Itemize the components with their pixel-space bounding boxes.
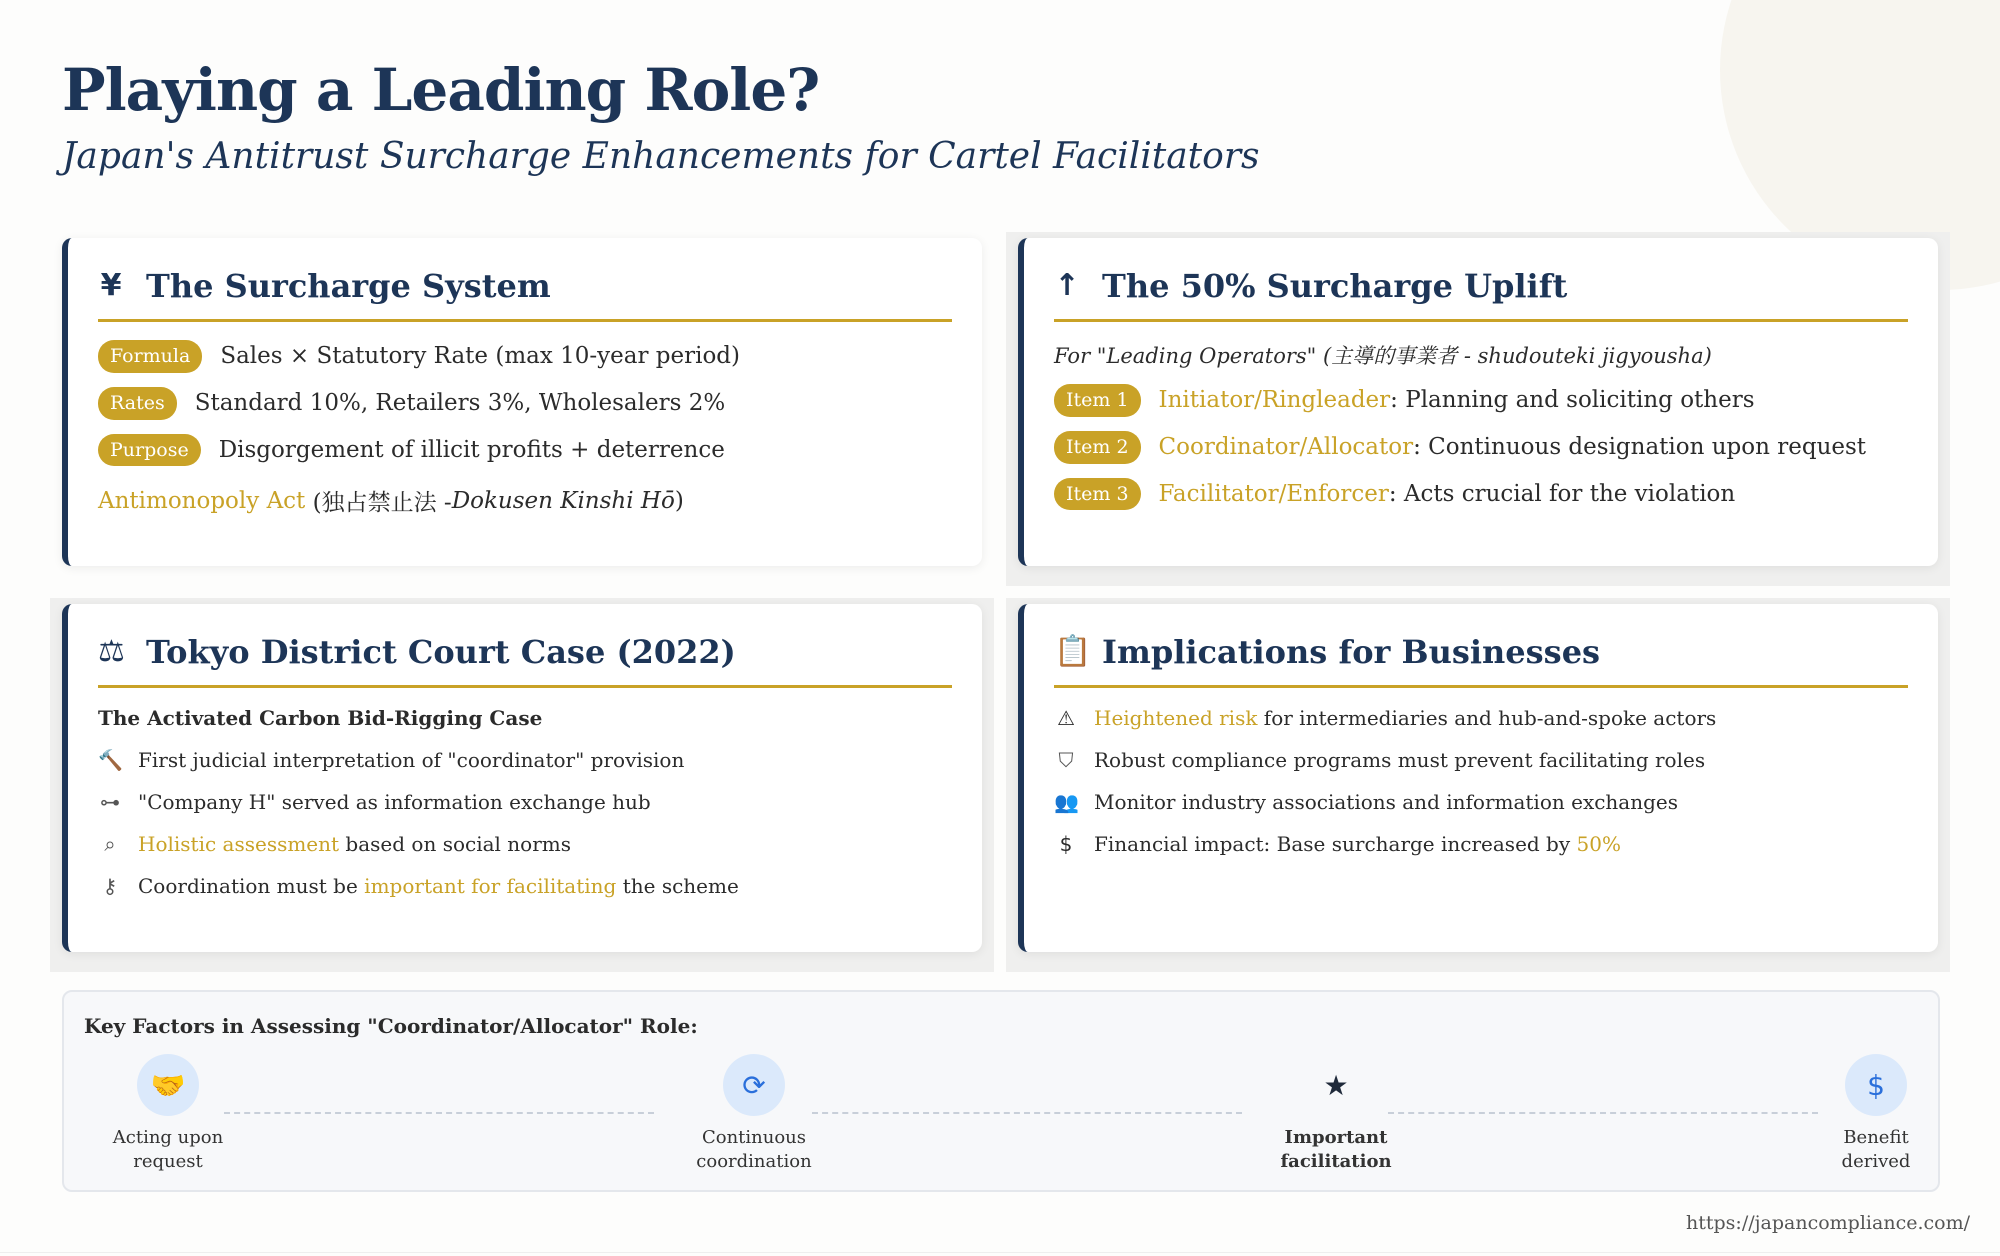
scale-icon: ⚖ <box>98 634 125 669</box>
key-factors-panel <box>62 990 1940 1192</box>
card-title: Implications for Businesses <box>1102 632 1601 671</box>
formula-row <box>98 340 952 373</box>
page-subtitle: Japan's Antitrust Surcharge Enhancements for Cartel Facilitators <box>62 136 1260 177</box>
list-item-text: based on social norms <box>339 832 571 856</box>
item-tag: Item 2 <box>1054 431 1141 464</box>
card-header <box>98 266 952 322</box>
card-title: The 50% Surcharge Uplift <box>1102 266 1568 305</box>
purpose-tag: Purpose <box>98 434 201 467</box>
item-text: : Planning and soliciting others <box>1390 387 1755 414</box>
list-item-text: for intermediaries and hub-and-spoke actors <box>1257 706 1717 730</box>
arrow-up-icon: ↑ <box>1054 268 1080 303</box>
search-icon: ⌕ <box>104 832 116 856</box>
divider <box>0 1252 2000 1253</box>
formula-text: Sales × Statutory Rate (max 10-year period) <box>220 343 741 370</box>
formula-tag: Formula <box>98 340 202 373</box>
uplift-item <box>1054 478 1908 511</box>
item-role: Initiator/Ringleader <box>1158 387 1391 414</box>
list-item <box>1054 748 1908 772</box>
highlight-text: Heightened risk <box>1094 706 1258 730</box>
uplift-item <box>1054 431 1908 464</box>
item-tag: Item 3 <box>1054 478 1141 511</box>
step-label: Acting upon request <box>112 1127 224 1173</box>
highlight-text: 50% <box>1576 832 1621 856</box>
gavel-icon: 🔨 <box>98 748 123 772</box>
step-label: Important facilitation <box>1280 1127 1392 1173</box>
rates-text: Standard 10%, Retailers 3%, Wholesalers 2% <box>194 390 726 417</box>
list-item-text: First judicial interpretation of "coordinator" provision <box>138 748 685 772</box>
item-role: Facilitator/Enforcer <box>1158 480 1389 507</box>
list-item <box>1054 790 1908 814</box>
yen-icon: ¥ <box>100 268 122 303</box>
act-open: (独占禁止法 - <box>312 490 452 517</box>
list-item <box>98 832 952 856</box>
court-case-card <box>62 604 982 952</box>
list-item-text: the scheme <box>616 874 739 898</box>
warning-icon: ⚠ <box>1057 706 1075 730</box>
dollar-icon: $ <box>1059 832 1073 856</box>
list-item <box>98 874 952 898</box>
act-close: ) <box>674 487 684 514</box>
uplift-item <box>1054 384 1908 417</box>
footer-url-link[interactable]: https://japancompliance.com/ <box>1686 1212 1970 1234</box>
surcharge-uplift-card <box>1018 238 1938 566</box>
item-text: : Acts crucial for the violation <box>1388 480 1736 507</box>
list-item-text: "Company H" served as information exchange hub <box>138 790 651 814</box>
connector-line <box>1388 1112 1818 1114</box>
list-item <box>1054 832 1908 856</box>
item-role: Coordinator/Allocator <box>1158 434 1414 461</box>
purpose-text: Disgorgement of illicit profits + deterrence <box>218 436 725 463</box>
step-label: Continuous coordination <box>696 1127 812 1173</box>
key-factors-title: Key Factors in Assessing "Coordinator/Allocator" Role: <box>84 1014 698 1038</box>
list-item <box>1054 706 1908 730</box>
surcharge-system-card <box>62 238 982 566</box>
rates-tag: Rates <box>98 387 177 420</box>
act-name: Antimonopoly Act <box>98 487 306 514</box>
act-row <box>98 484 952 517</box>
item-tag: Item 1 <box>1054 384 1141 417</box>
network-icon: ⊶ <box>100 790 120 814</box>
card-title: Tokyo District Court Case (2022) <box>146 632 736 671</box>
item-text: : Continuous designation upon request <box>1413 434 1867 461</box>
rates-row <box>98 387 952 420</box>
step-label: Benefit derived <box>1841 1127 1911 1173</box>
factor-step <box>88 1054 248 1175</box>
factor-step <box>674 1054 834 1175</box>
list-item-text: Robust compliance programs must prevent facilitating roles <box>1094 748 1706 772</box>
leading-operators-intro: For "Leading Operators" (主導的事業者 - shudouteki jigyousha) <box>1054 344 1712 368</box>
list-item-text: Financial impact: Base surcharge increased by <box>1094 832 1577 856</box>
clipboard-check-icon: 📋 <box>1054 634 1092 669</box>
card-title: The Surcharge System <box>146 266 551 305</box>
list-item-text: Coordination must be <box>138 874 365 898</box>
connector-line <box>812 1112 1242 1114</box>
users-icon: 👥 <box>1054 790 1079 814</box>
act-romaji: Dokusen Kinshi Hō <box>451 487 675 514</box>
factor-step <box>1256 1054 1416 1175</box>
implications-card <box>1018 604 1938 952</box>
card-header <box>98 632 952 688</box>
list-item-text: Monitor industry associations and information exchanges <box>1094 790 1679 814</box>
highlight-text: important for facilitating <box>364 874 617 898</box>
case-name: The Activated Carbon Bid-Rigging Case <box>98 706 543 730</box>
key-icon: ⚷ <box>102 874 118 898</box>
card-header <box>1054 632 1908 688</box>
shield-icon: ⛉ <box>1058 748 1074 772</box>
hand-dollar-icon: $ <box>1845 1054 1907 1116</box>
factor-step <box>1796 1054 1956 1175</box>
connector-line <box>224 1112 654 1114</box>
highlight-text: Holistic assessment <box>138 832 340 856</box>
list-item <box>98 790 952 814</box>
card-header <box>1054 266 1908 322</box>
handshake-icon: 🤝 <box>137 1054 199 1116</box>
star-icon: ★ <box>1323 1068 1349 1102</box>
list-item <box>98 748 952 772</box>
page-title: Playing a Leading Role? <box>62 56 820 124</box>
purpose-row <box>98 434 952 467</box>
sync-icon: ⟳ <box>723 1054 785 1116</box>
